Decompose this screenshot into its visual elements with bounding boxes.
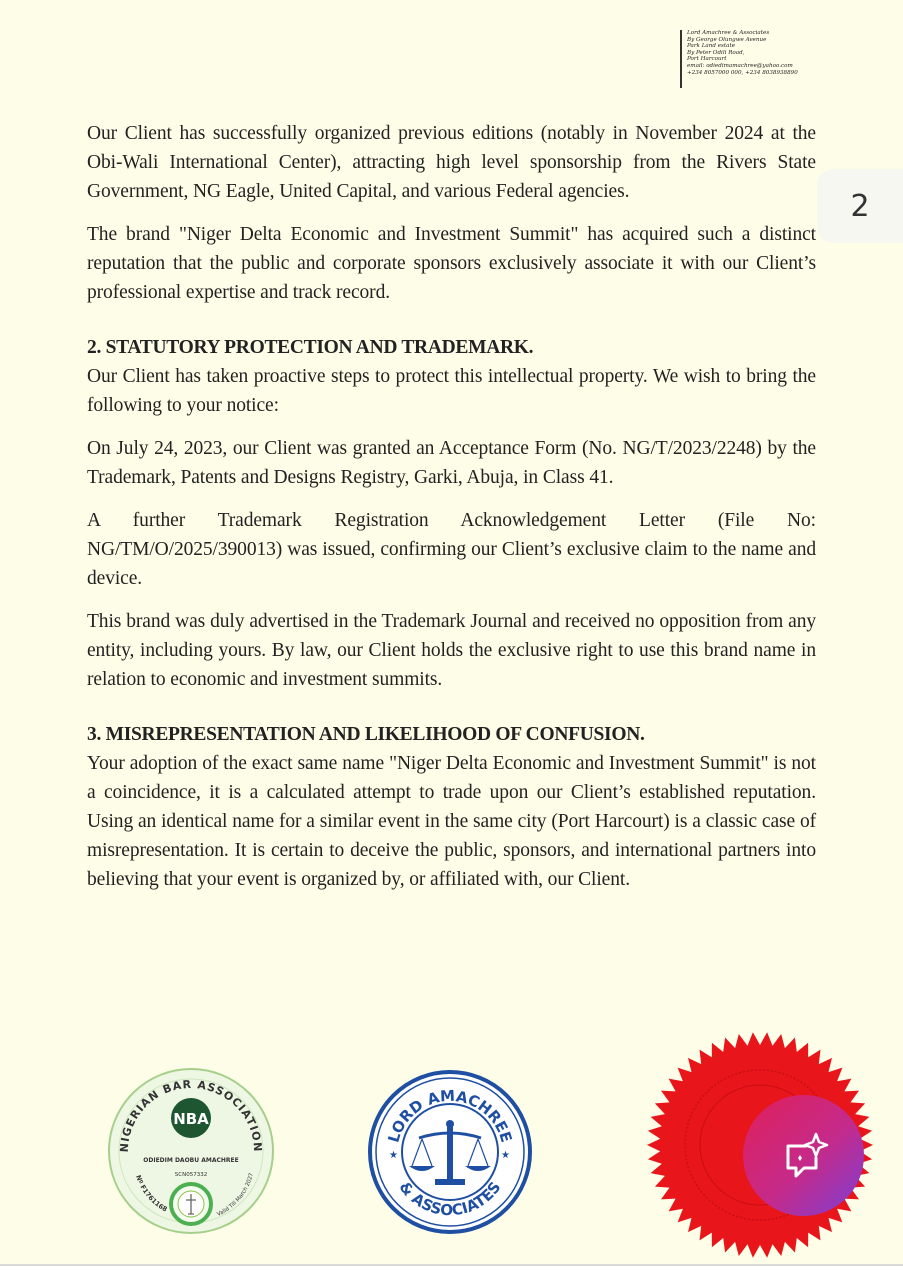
paragraph: Our Client has taken proactive steps to protect this intellectual property. We wish to bring the following to your notice: [87, 366, 816, 416]
nba-valid: Valid Till March 2027 [216, 1172, 255, 1218]
lord-amachree-seal [367, 1066, 532, 1236]
paragraph: Our Client has successfully organized previous editions (notably in November 2024 at the Obi-Wali International Center), attracting high level sponsorship from the Rivers State Government, NG Eagle, United Capital, and various Federal agencies. [87, 123, 816, 202]
letterhead-line: +234 8057000 000, +234 8038938890 [687, 69, 798, 76]
svg-text:★: ★ [501, 1150, 510, 1161]
paragraph: Your adoption of the exact same name "Niger Delta Economic and Investment Summit" is not a coincidence, it is a calculated attempt to trade upon our Client’s established reputation. Using an identical name for a similar event in the same city (Port Harcourt) is a classic case of misrepresentation. It is certain to deceive the public, sponsors, and international partners into believing that your event is organized by, or affiliated with, our Client. [87, 753, 816, 890]
letterhead-line: Lord Amachree & Associates [687, 30, 770, 36]
nba-center-text: NBA [173, 1110, 209, 1128]
nba-ring-text: NIGERIAN BAR ASSOCIATION [117, 1077, 265, 1153]
chat-sparkle-icon [778, 1130, 830, 1182]
nba-scn: SCN057332 [174, 1172, 208, 1178]
letterhead-line: email: odiedimamachree@yahoo.com [687, 62, 793, 69]
letterhead-line: Port Harcourt [687, 56, 727, 63]
lord-bottom-text: & ASSOCIATES [395, 1178, 505, 1220]
nba-name: ODIEDIM DAOBU AMACHREE [143, 1157, 239, 1164]
letterhead-stamp [680, 30, 817, 88]
paragraph: On July 24, 2023, our Client was granted an Acceptance Form (No. NG/T/2023/2248) by the Trademark, Patents and Designs Registry, Garki, Abuja, in Class 41. [87, 438, 816, 488]
paragraph: A further Trademark Registration Acknowledgement Letter (File No: NG/TM/O/2025/390013) was issued, confirming our Client’s exclusive claim to the name and device. [87, 510, 816, 589]
letterhead-line: Park Land estate [687, 43, 736, 50]
lord-top-text: LORD AMACHREE [384, 1086, 516, 1145]
paragraph: This brand was duly advertised in the Trademark Journal and received no opposition from any entity, including yours. By law, our Client holds the exclusive right to use this brand name in relation to economic and investment summits. [87, 611, 816, 690]
nba-number: Nº F1761168 [134, 1173, 169, 1214]
letter-body [87, 119, 816, 894]
letterhead-line: By George Olungwe Avenue [687, 36, 767, 43]
ai-assistant-button[interactable] [743, 1095, 864, 1216]
paragraph: The brand "Niger Delta Economic and Investment Summit" has acquired such a distinct reputation that the public and corporate sponsors exclusively associate it with our Client’s professional expertise and track record. [87, 224, 816, 303]
svg-text:★: ★ [389, 1150, 398, 1161]
nba-seal [106, 1066, 276, 1236]
section-heading: 3. MISREPRESENTATION AND LIKELIHOOD OF CONFUSION. [87, 724, 645, 745]
page-number-indicator: 2 [817, 169, 903, 243]
letterhead-line: By Peter Odili Road, [687, 49, 745, 56]
section-heading: 2. STATUTORY PROTECTION AND TRADEMARK. [87, 337, 534, 358]
